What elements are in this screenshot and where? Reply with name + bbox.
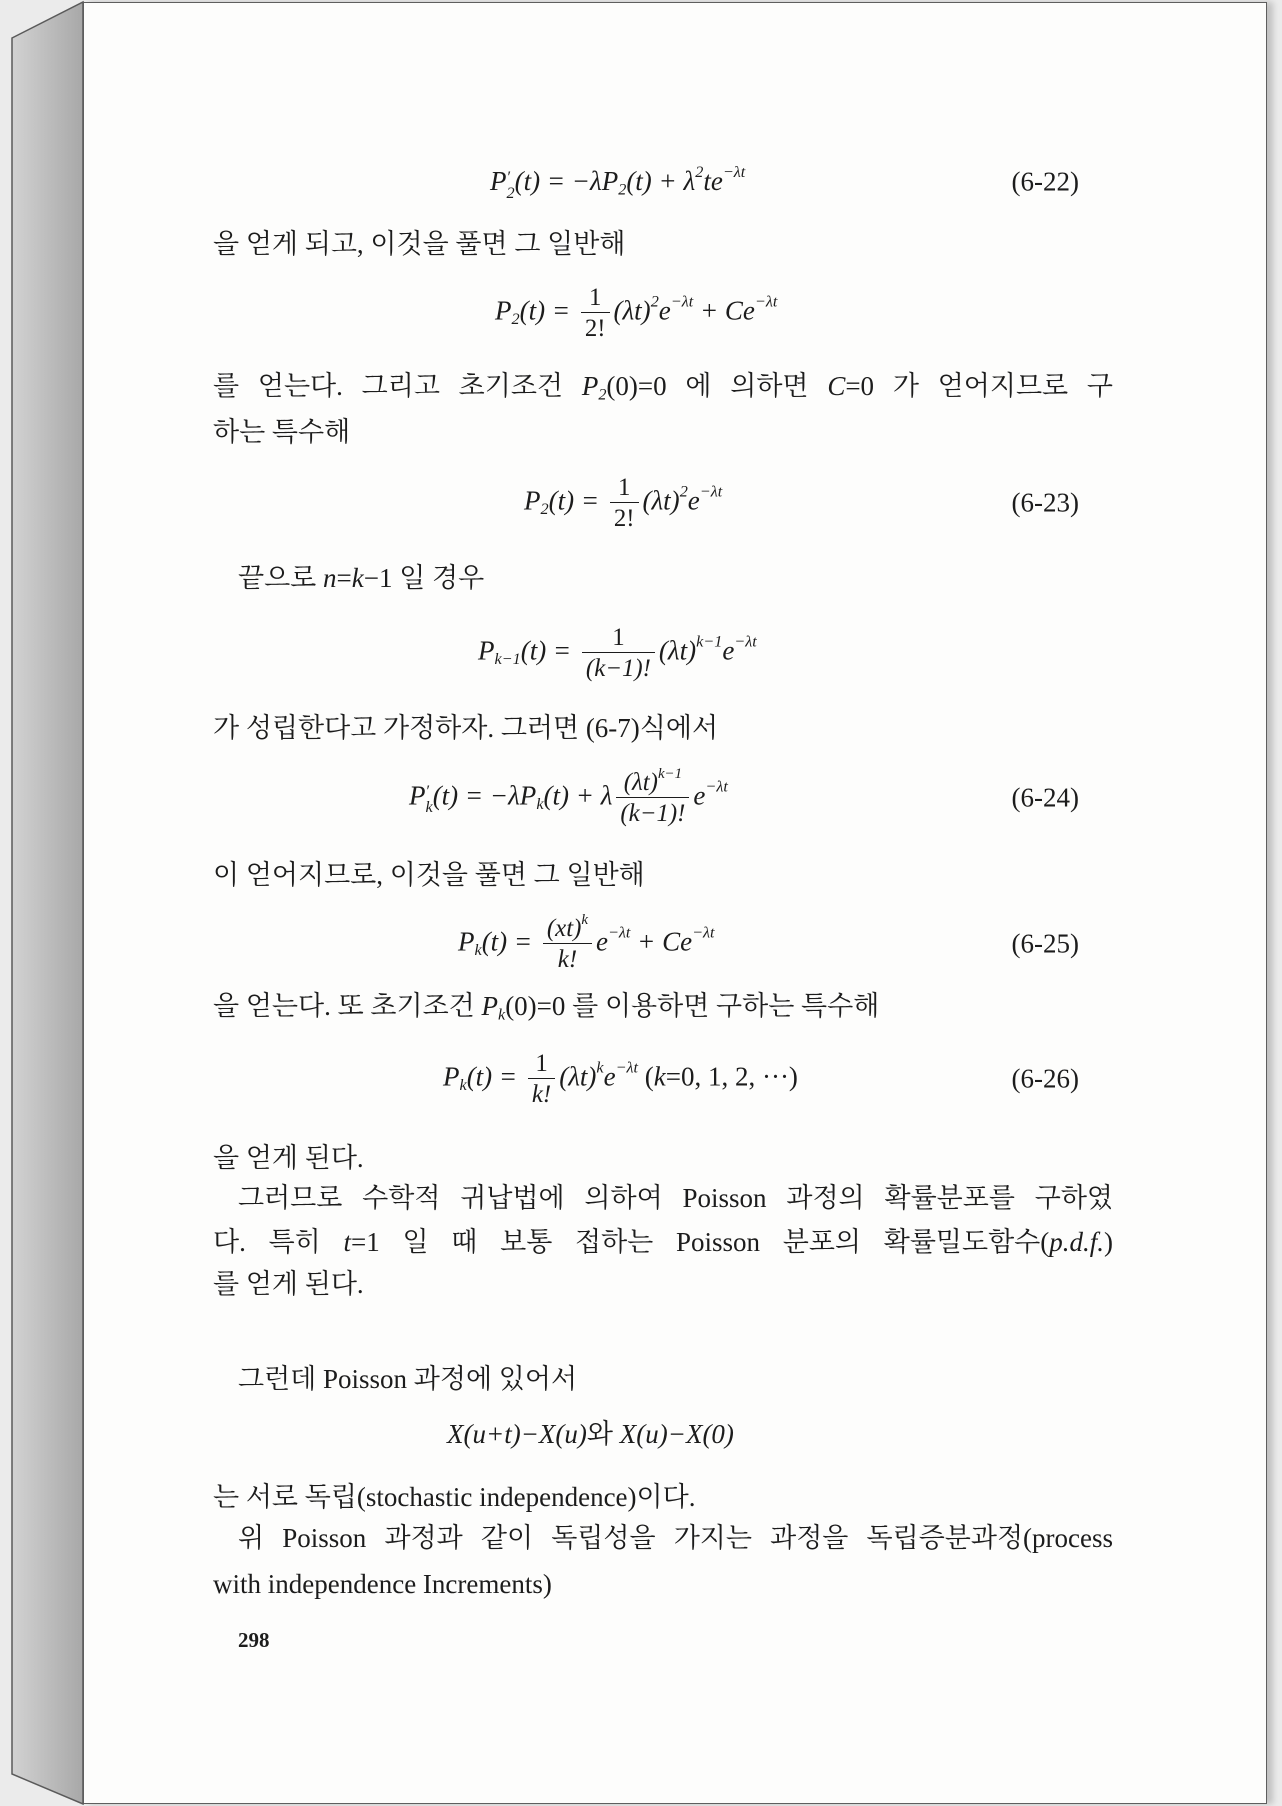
math-italic-run: P: [490, 165, 507, 196]
superscript: −λt: [615, 1058, 638, 1077]
text-run: 위 Poisson 과정과 같이 독립성을 가지는 과정을 독립증분과정(process: [238, 1522, 1113, 1553]
math-italic-run: P: [581, 370, 599, 401]
line-content: [213, 1361, 1113, 1397]
equation-number: (6-24): [1011, 782, 1079, 813]
text-run: ): [1104, 1226, 1113, 1257]
text-run: =: [336, 562, 352, 593]
text-run: 를 얻게 된다.: [213, 1268, 364, 1299]
math-italic-run: (t) =: [548, 485, 606, 516]
subscript: k: [498, 1005, 506, 1024]
math-italic-run: n: [323, 562, 337, 593]
math-italic-run: + Ce: [693, 295, 755, 326]
prime-mark: ′: [506, 167, 511, 186]
line-content: [213, 560, 1113, 596]
line-content: [213, 414, 1113, 450]
math-italic-run: (t) + λ: [543, 780, 613, 811]
superscript: 2: [650, 292, 659, 311]
superscript: −λt: [607, 923, 631, 942]
math-italic-run: + Ce: [630, 926, 693, 957]
math-italic-run: (t) = −λP: [514, 165, 619, 196]
superscript: 2: [679, 482, 688, 501]
fraction-denominator: [610, 503, 639, 532]
text-run: (0)=0 를 이용하면 구하는 특수해: [505, 990, 880, 1021]
superscript: −λt: [734, 632, 757, 651]
line-content: [213, 857, 1113, 893]
equation-number: (6-26): [1011, 1063, 1079, 1094]
equation-number: (6-22): [1011, 166, 1079, 197]
text-run: 가 성립한다고 가정하자. 그러면 (6-7)식에서: [213, 712, 719, 743]
line-content: [213, 1266, 1113, 1302]
fraction-denominator: [528, 1079, 555, 1108]
math-italic-run: X(u)−X(0): [619, 1418, 734, 1449]
text-run: 1: [535, 1049, 548, 1077]
body-text-line: [213, 204, 1113, 284]
superscript: −λt: [722, 162, 746, 181]
subscript: 2: [540, 499, 549, 518]
text-run: =0, 1, 2, ···): [665, 1061, 798, 1092]
equation-number: (6-23): [1011, 487, 1079, 518]
superscript: k: [596, 1058, 604, 1077]
text-run: 1: [612, 623, 625, 651]
math-italic-run: (t) + λ: [626, 165, 696, 196]
math-italic-run: (k−1)!: [585, 655, 651, 682]
body-text-line: [213, 392, 1113, 472]
text-run: =1 일 때 보통 접하는 Poisson 분포의 확률밀도함수(: [351, 1226, 1050, 1257]
fraction-denominator: [582, 653, 655, 682]
superscript: −λt: [754, 292, 778, 311]
superscript: −λt: [699, 482, 723, 501]
math-italic-run: X(u+t)−X(u): [447, 1418, 587, 1449]
text-run: with independence Increments): [213, 1568, 552, 1599]
math-italic-run: k: [351, 562, 364, 593]
math-italic-run: k: [653, 1061, 666, 1092]
math-italic-run: te: [703, 165, 723, 196]
fraction-numerator: [543, 911, 592, 944]
display-equation: [213, 758, 1113, 838]
body-text-line: [213, 1544, 1113, 1624]
subscript: k: [474, 940, 482, 959]
superscript: k: [581, 911, 588, 928]
math-italic-run: C: [827, 370, 846, 401]
fraction-denominator: [581, 313, 610, 342]
display-equation: [213, 613, 1113, 693]
text-run: −1 일 경우: [363, 562, 485, 593]
subscript: 2: [506, 183, 515, 202]
text-run: 하는 특수해: [213, 416, 351, 447]
equation-body: [409, 765, 728, 828]
text-run: 끝으로: [238, 562, 323, 593]
subscript: 2: [598, 385, 607, 404]
math-italic-run: e: [693, 780, 706, 811]
equation-body: [524, 474, 722, 533]
fraction-numerator: [610, 474, 639, 503]
math-italic-run: (λt): [658, 635, 697, 666]
equation-body: [443, 1050, 798, 1109]
equation-body: [447, 1416, 734, 1452]
math-italic-run: p.d.f.: [1049, 1226, 1105, 1257]
text-run: 을 얻게 된다.: [213, 1142, 364, 1173]
equation-number: (6-25): [1011, 928, 1079, 959]
math-italic-run: (t) =: [520, 635, 578, 666]
math-italic-run: t: [343, 1226, 351, 1257]
text-run: 1: [588, 283, 602, 311]
fraction: [543, 911, 592, 974]
display-equation: [213, 1039, 1113, 1119]
body-text-line: [213, 835, 1113, 915]
text-run: 와: [586, 1418, 620, 1449]
math-italic-run: k!: [531, 1081, 552, 1108]
fraction: [610, 474, 639, 533]
equation-body: [490, 163, 745, 201]
math-italic-run: e: [658, 295, 671, 326]
text-run: 2!: [613, 505, 635, 532]
math-italic-run: P: [481, 990, 498, 1021]
math-italic-run: (xt): [546, 914, 582, 942]
text-run: 그러므로 수학적 귀납법에 의하여 Poisson 과정의 확률분포를 구하였: [238, 1182, 1113, 1213]
text-run: =0 가 얻어지므로 구: [845, 370, 1113, 401]
math-italic-run: P: [478, 635, 495, 666]
fraction-numerator: [528, 1050, 555, 1079]
body-text-line: [213, 538, 1113, 618]
line-content: [213, 988, 1113, 1024]
fraction: [616, 765, 689, 828]
math-italic-run: (t) =: [481, 926, 539, 957]
text-run: 을 얻는다. 또 초기조건: [213, 990, 482, 1021]
superscript: −λt: [692, 923, 715, 942]
subscript: k: [459, 1075, 467, 1094]
subscript: k: [536, 794, 544, 813]
math-italic-run: (λt): [559, 1061, 597, 1092]
page-number: 298: [238, 1628, 270, 1652]
equation-body: [478, 624, 757, 683]
text-run: 다. 특히: [213, 1226, 344, 1257]
math-italic-run: P: [409, 780, 426, 811]
superscript: −λt: [670, 292, 694, 311]
text-run: 을 얻게 되고, 이것을 풀면 그 일반해: [213, 228, 626, 259]
equation-body: [495, 284, 777, 343]
fraction: [528, 1050, 555, 1109]
prime-with-subscript: [507, 169, 515, 201]
subscript: k: [425, 798, 433, 817]
math-italic-run: e: [595, 926, 608, 957]
body-text-line: [213, 688, 1113, 768]
math-italic-run: e: [603, 1061, 616, 1092]
math-italic-run: (t) = −λP: [432, 780, 537, 811]
math-italic-run: (k−1)!: [620, 800, 686, 827]
math-italic-run: e: [687, 485, 700, 516]
math-italic-run: (t) =: [466, 1061, 524, 1092]
math-italic-run: (λt): [642, 485, 680, 516]
text-run: 는 서로 독립(stochastic independence)이다.: [213, 1481, 696, 1512]
fraction-numerator: [582, 624, 655, 653]
math-italic-run: (λt): [623, 768, 658, 796]
math-italic-run: P: [495, 295, 512, 326]
superscript: k−1: [696, 632, 723, 651]
text-run: (: [638, 1061, 654, 1092]
subscript: k−1: [494, 649, 521, 668]
text-run: 이 얻어지므로, 이것을 풀면 그 일반해: [213, 859, 645, 890]
fraction-numerator: [581, 284, 610, 313]
body-text-line: [213, 966, 1113, 1046]
prime-mark: ′: [425, 782, 430, 801]
line-content: [213, 226, 1113, 262]
math-italic-run: P: [458, 926, 475, 957]
math-italic-run: (t) =: [519, 295, 577, 326]
math-italic-run: e: [722, 635, 735, 666]
subscript: 2: [618, 180, 627, 199]
equation-body: [458, 911, 715, 974]
line-content: [213, 710, 1113, 746]
math-italic-run: P: [524, 485, 541, 516]
display-equation: [213, 273, 1113, 353]
text-run: 를 얻는다. 그리고 초기조건: [213, 370, 582, 401]
body-text-line: [213, 1244, 1113, 1324]
fraction-numerator: [616, 765, 689, 798]
prime-with-subscript: [426, 783, 433, 815]
fraction: [582, 624, 655, 683]
text-run: 그런데 Poisson 과정에 있어서: [238, 1363, 578, 1394]
text-run: 2!: [584, 315, 606, 342]
math-italic-run: P: [443, 1061, 460, 1092]
superscript: 2: [695, 162, 704, 181]
text-run: (0)=0 에 의하면: [606, 370, 828, 401]
display-equation: [213, 463, 1113, 543]
subscript: 2: [511, 309, 520, 328]
math-italic-run: k!: [557, 946, 578, 973]
line-content: [213, 1566, 1113, 1602]
fraction-denominator: [616, 798, 689, 827]
superscript: −λt: [705, 777, 728, 796]
text-run: 1: [617, 473, 631, 501]
superscript: k−1: [657, 765, 683, 782]
math-italic-run: (λt): [613, 295, 651, 326]
fraction: [581, 284, 610, 343]
